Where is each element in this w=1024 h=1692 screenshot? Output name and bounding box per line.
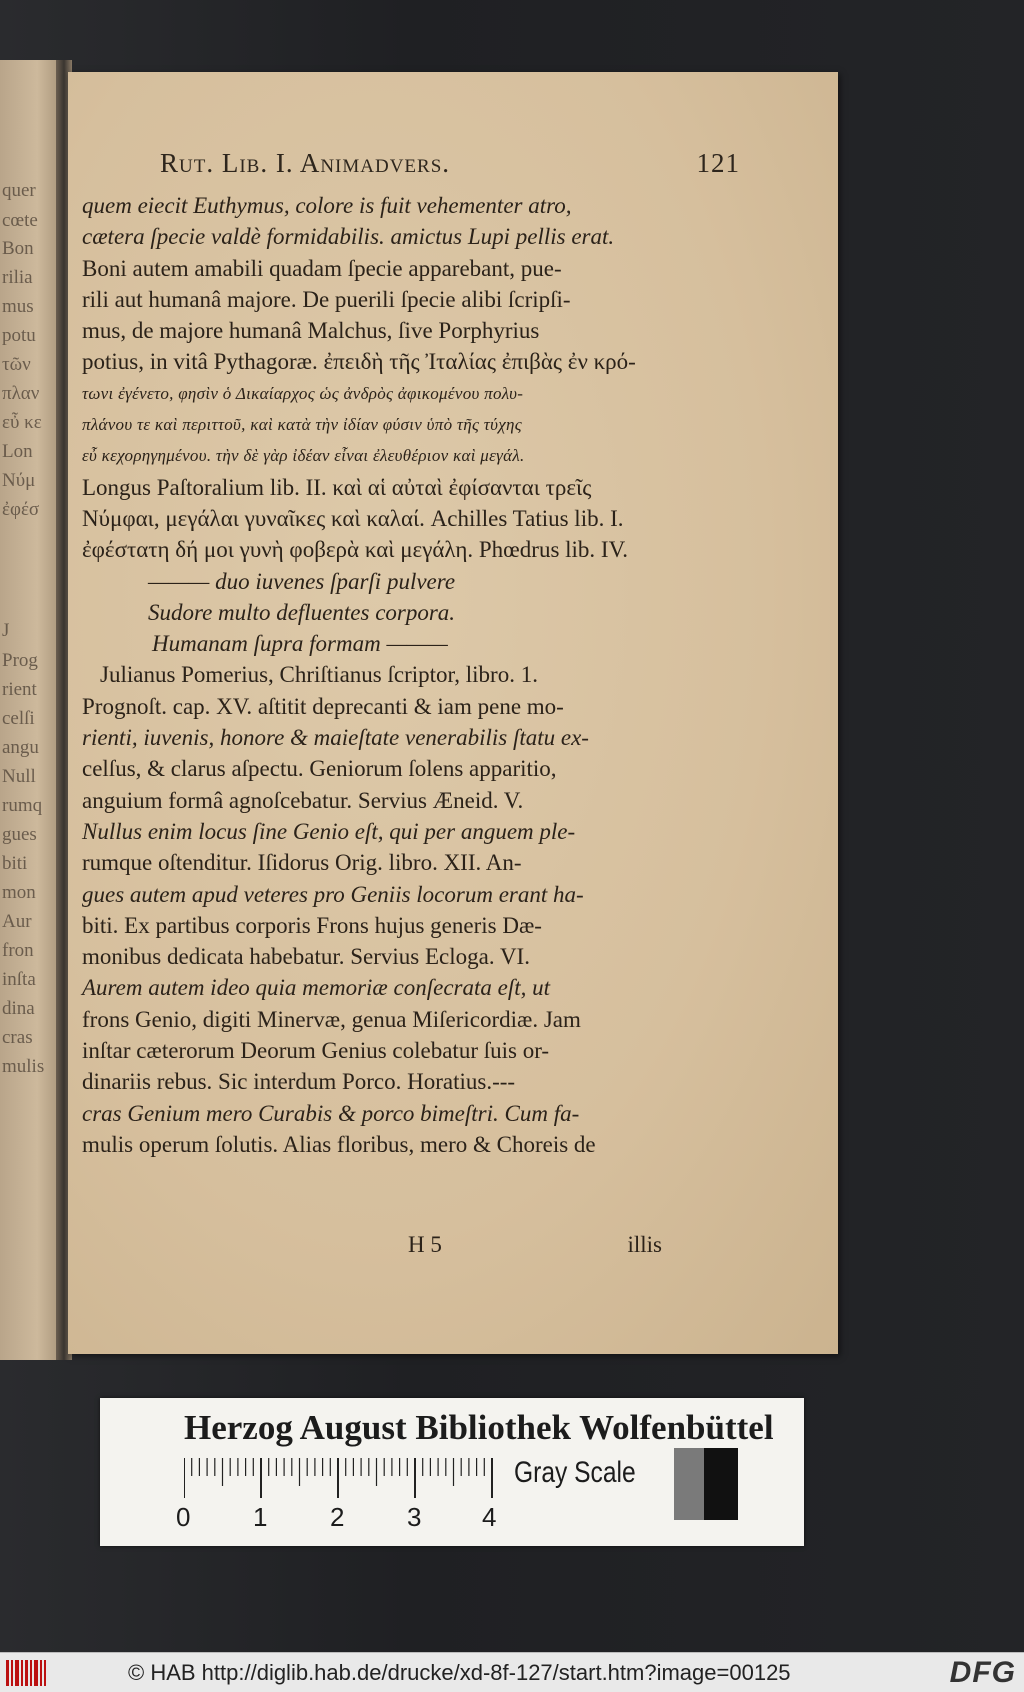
text-line: Aurem autem ideo quia memoriæ conſecrata eſt, ut [82, 975, 551, 1001]
book-page [68, 72, 838, 1354]
text-line: Humanam ſupra formam ——— [152, 631, 448, 657]
library-name: Herzog August Bibliothek Wolfenbüttel [184, 1408, 774, 1447]
footer-copyright-url: © HAB http://diglib.hab.de/drucke/xd-8f-127/start.htm?image=00125 [128, 1660, 791, 1685]
text-line: rienti, iuvenis, honore & maieſtate venerabilis ſtatu ex- [82, 725, 589, 751]
text-line: biti. Ex partibus corporis Frons hujus generis Dæ- [82, 912, 542, 938]
text-line: mulis operum ſolutis. Alias floribus, mero & Choreis de [82, 1131, 596, 1157]
hab-barcode-icon [6, 1660, 46, 1686]
text-line: Prognoſt. cap. XV. aſtitit deprecanti & iam pene mo- [82, 693, 564, 719]
gray-swatch-black [704, 1448, 738, 1520]
text-line: quem eiecit Euthymus, colore is fuit vehementer atro, [82, 193, 572, 218]
text-line: Νύμφαι, μεγάλαι γυναῖκες καὶ καλαί. Achilles Tatius lib. I. [82, 505, 624, 531]
facing-page-fragment: quer cœte Bon rilia mus potu τῶν πλαν εὖ κε Lon Νύμ ἐφέσ J Prog rient celſi angu Null rumq gues biti mon Aur fron inſta dina cras mulis [0, 60, 62, 1360]
text-line: Nullus enim locus ſine Genio eſt, qui per anguem ple- [82, 818, 576, 844]
text-line: cras Genium mero Curabis & porco bimeſtri. Cum fa- [82, 1100, 580, 1126]
gray-swatch-mid [674, 1448, 704, 1520]
text-line: rili aut humanâ majore. De puerili ſpecie alibi ſcripſi- [82, 286, 571, 312]
text-line: ——— duo iuvenes ſparſi pulvere [148, 568, 456, 594]
text-line: cætera ſpecie valdè formidabilis. amictus Lupi pellis erat. [82, 224, 615, 250]
signature-mark: H 5 [408, 1232, 442, 1257]
ruler-scale [184, 1458, 494, 1498]
running-header [160, 148, 740, 184]
gray-scale-label: Gray Scale [514, 1456, 636, 1489]
text-line: Longus Paſtoralium lib. II. καὶ αἱ αὐταὶ ἐφίσανται τρεῖς [82, 474, 592, 500]
library-color-card [100, 1398, 804, 1546]
text-line: gues autem apud veteres pro Geniis locorum erant ha- [82, 881, 584, 907]
catchline [82, 1232, 662, 1264]
text-line: Julianus Pomerius, Chriſtianus ſcriptor, libro. 1. [100, 662, 538, 688]
text-line: rumque oſtenditur. Iſidorus Orig. libro. XII. An- [82, 850, 522, 876]
ruler-number: 4 [482, 1502, 497, 1532]
text-line: Sudore multo defluentes corpora. [148, 599, 456, 625]
running-title: Rut. Lib. I. Animadvers. [160, 148, 451, 178]
footer-bar [0, 1652, 1024, 1692]
ruler-number: 1 [253, 1502, 268, 1532]
text-line: εὖ κεχορηγημένου. τὴν δὲ γὰρ ἰδέαν εἶναι ἐλευθέριον καὶ μεγάλ. [82, 446, 525, 466]
dfg-logo: DFG [949, 1656, 1016, 1689]
ruler-numbers [176, 1502, 506, 1532]
body-text [82, 190, 662, 1160]
ruler-number: 2 [330, 1502, 345, 1532]
text-line: anguium formâ agnoſcebatur. Servius Æneid. V. [82, 787, 524, 813]
text-line: ἐφέστατη δή μοι γυνὴ φοβερὰ καὶ μεγάλη. Phœdrus lib. IV. [82, 537, 628, 563]
text-line: τωνι ἐγένετο, φησὶν ὁ Δικαίαρχος ὡς ἀνδρὸς ἀφικομένου πολυ- [82, 383, 524, 403]
text-line: πλάνου τε καὶ περιττοῦ, καὶ κατὰ τὴν ἰδίαν φύσιν ὑπὸ τῆς τύχης [82, 415, 522, 435]
ruler-number: 0 [176, 1502, 191, 1532]
text-line: monibus dedicata habebatur. Servius Ecloga. VI. [82, 944, 530, 970]
gray-swatch-white [642, 1448, 674, 1520]
text-line: potius, in vitâ Pythagoræ. ἐπειδὴ τῆς Ἰταλίας ἐπιβὰς ἐν κρό- [82, 349, 636, 375]
text-line: frons Genio, digiti Minervæ, genua Miſericordiæ. Jam [82, 1006, 581, 1032]
page-number: 121 [696, 148, 740, 178]
text-line: inſtar cæterorum Deorum Genius colebatur ſuis or- [82, 1038, 550, 1064]
text-line: celſus, & clarus aſpectu. Geniorum ſolens apparitio, [82, 756, 557, 782]
gray-swatches [642, 1448, 738, 1520]
text-line: mus, de majore humanâ Malchus, ſive Porphyrius [82, 318, 540, 344]
ruler-number: 3 [407, 1502, 422, 1532]
text-line: dinariis rebus. Sic interdum Porco. Horatius.--- [82, 1069, 516, 1095]
text-line: Boni autem amabili quadam ſpecie apparebant, pue- [82, 255, 562, 281]
catchword: illis [627, 1232, 662, 1257]
